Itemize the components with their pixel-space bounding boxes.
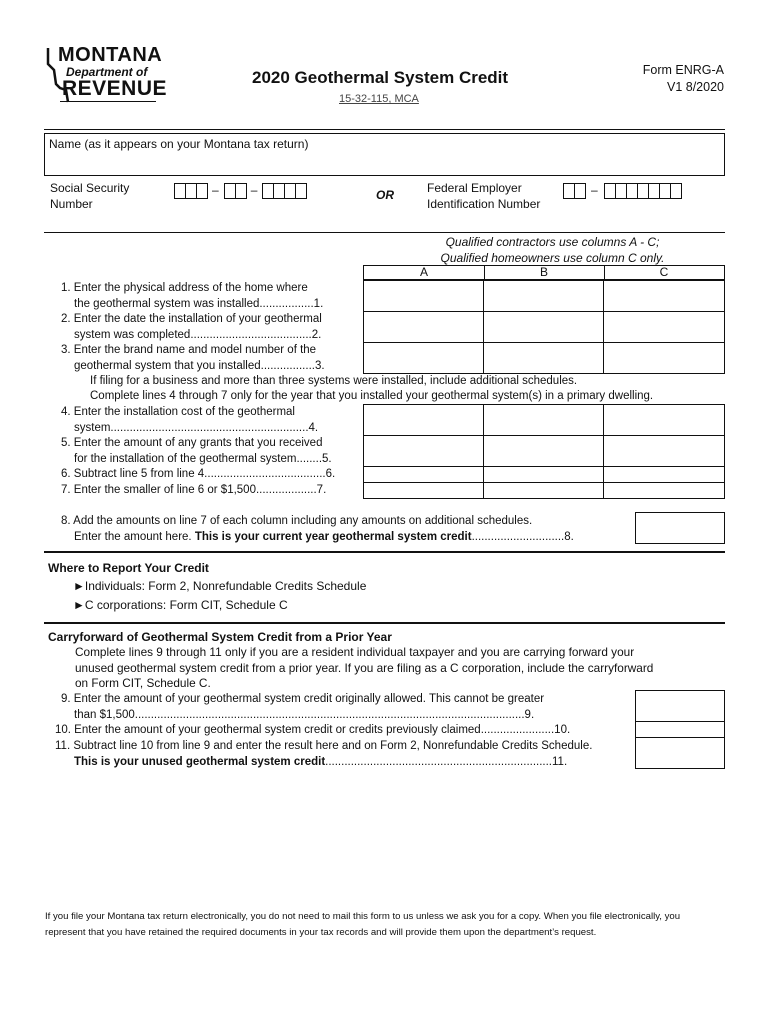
carry-instructions: Complete lines 9 through 11 only if you are a resident individual taxpayer and you are carrying forward your unused geothermal system credit from a prior year. If you are filing as a C corporation, include the carryforward on Form CIT, Schedule C. [75,645,654,690]
line-2-col-a[interactable] [363,311,484,343]
line-7-col-b[interactable] [483,482,604,499]
line-1-col-c[interactable] [603,280,725,312]
line-3-col-a[interactable] [363,342,484,374]
line-2-col-b[interactable] [483,311,604,343]
line-6-col-c[interactable] [603,466,725,483]
line-9-input[interactable] [635,690,725,722]
fein-label: Federal Employer Identification Number [427,181,541,211]
line-2-label: 2. Enter the date the installation of your geothermal system was completed......................................2. [61,313,322,341]
line-7-label: 7. Enter the smaller of line 6 or $1,500...................7. [61,484,327,496]
fein-input[interactable] [563,183,681,199]
note-additional-schedules: If filing for a business and more than three systems were installed, include additional schedules. [90,375,578,387]
form-title: 2020 Geothermal System Credit [252,68,509,87]
ssn-input[interactable] [174,183,306,199]
line-7-col-a[interactable] [363,482,484,499]
line-5-col-b[interactable] [483,435,604,467]
ssn-label: Social Security Number [50,181,130,211]
fein-digit[interactable] [574,183,586,199]
where-individuals: ►Individuals: Form 2, Nonrefundable Credits Schedule [73,579,367,593]
ssn-dash: – [212,183,219,197]
ssn-digit[interactable] [196,183,208,199]
ssn-dash: – [250,183,258,197]
line-1-col-b[interactable] [483,280,604,312]
name-field-label: Name (as it appears on your Montana tax return) [49,137,309,151]
ssn-digit[interactable] [235,183,247,199]
where-heading: Where to Report Your Credit [48,561,209,575]
logo-department-text: Department of [66,65,148,79]
line-3-col-b[interactable] [483,342,604,374]
where-c-corporations: ►C corporations: Form CIT, Schedule C [73,598,288,612]
line-8-label: 8. Add the amounts on line 7 of each column including any amounts on additional schedules. Enter the amount here. This is your current year geothermal system credit.............................8. [61,515,574,543]
line-7-col-c[interactable] [603,482,725,499]
line-11-input[interactable] [635,737,725,769]
column-header-b: B [539,265,548,279]
line-9-label: 9. Enter the amount of your geothermal system credit originally allowed. This cannot be greater than $1,500..........................................................................................................................9. [61,693,545,721]
line-3-label: 3. Enter the brand name and model number of the geothermal system that you installed.................3. [61,344,325,372]
statute-link[interactable]: 15-32-115, MCA [339,93,419,105]
line-10-input[interactable] [635,721,725,738]
line-5-col-c[interactable] [603,435,725,467]
line-4-col-b[interactable] [483,404,604,436]
column-headers [363,265,725,280]
line-5-col-a[interactable] [363,435,484,467]
line-4-col-a[interactable] [363,404,484,436]
line-2-col-c[interactable] [603,311,725,343]
line-8-input[interactable] [635,512,725,544]
or-label: OR [376,188,394,202]
carry-heading: Carryforward of Geothermal System Credit from a Prior Year [48,630,392,644]
logo-montana-text: MONTANA [58,44,163,66]
line-1-col-a[interactable] [363,280,484,312]
line-6-col-b[interactable] [483,466,604,483]
montana-dor-logo [44,44,168,106]
form-id-number: Form ENRG-A [642,63,724,77]
ssn-digit[interactable] [295,183,307,199]
line-5-label: 5. Enter the amount of any grants that you received for the installation of the geothermal system........5. [61,437,332,465]
line-4-col-c[interactable] [603,404,725,436]
line-11-label: 11. Subtract line 10 from line 9 and enter the result here and on Form 2, Nonrefundable Credits Schedule. This is your unused geothermal system credit.......................................................................11. [55,740,593,768]
line-3-col-c[interactable] [603,342,725,374]
fein-dash: – [591,183,598,197]
name-field[interactable] [44,133,725,176]
line-4-label: 4. Enter the installation cost of the geothermal system..............................................................4. [61,406,319,434]
line-6-col-a[interactable] [363,466,484,483]
column-header-a: A [419,265,428,279]
footer-note: If you file your Montana tax return electronically, you do not need to mail this form to us unless we ask you for a copy. When you file electronically, you represent that you have retained the required documents in your tax records and will provide them upon the department’s request. [45,911,681,938]
columns-note: Qualified contractors use columns A - C; Qualified homeowners use column C only. [440,235,665,265]
line-1-label: 1. Enter the physical address of the home where the geothermal system was installed.................1. [61,282,324,310]
line-10-label: 10. Enter the amount of your geothermal system credit or credits previously claimed.......................10. [55,724,571,736]
form-id [610,62,724,96]
column-header-c: C [659,265,669,279]
form-version: V1 8/2020 [667,80,724,94]
line-6-label: 6. Subtract line 5 from line 4......................................6. [61,468,336,480]
logo-revenue-text: REVENUE [62,77,168,100]
note-lines-4-7: Complete lines 4 through 7 only for the year that you installed your geothermal system(s) in a primary dwelling. [90,390,654,402]
fein-digit[interactable] [670,183,682,199]
